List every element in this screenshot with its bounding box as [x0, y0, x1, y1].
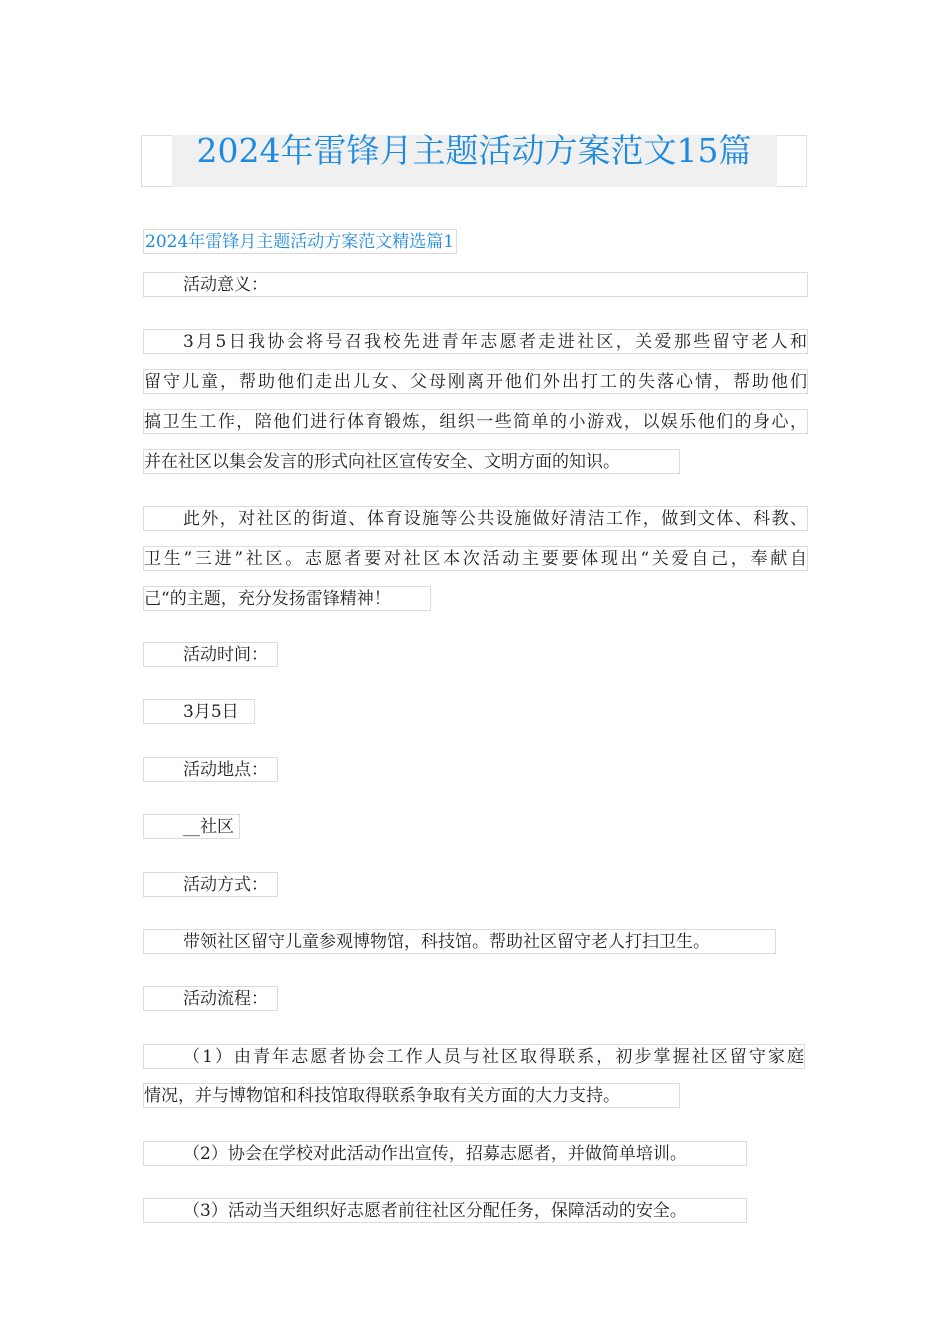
paragraph-line: 情况，并与博物馆和科技馆取得联系争取有关方面的大力支持。 [143, 1083, 680, 1108]
paragraph-line: （2）协会在学校对此活动作出宣传，招募志愿者，并做简单培训。 [143, 1141, 747, 1166]
paragraph-line: 带领社区留守儿童参观博物馆，科技馆。帮助社区留守老人打扫卫生。 [143, 929, 776, 954]
paragraph-line: 己“的主题，充分发扬雷锋精神！ [143, 586, 431, 611]
paragraph-line: 3月5日 [143, 699, 255, 724]
paragraph-line: 活动地点： [143, 757, 278, 782]
paragraph-line: 卫生”三进”社区。志愿者要对社区本次活动主要要体现出“关爱自己，奉献自 [143, 546, 808, 571]
paragraph-line: 活动时间： [143, 642, 278, 667]
paragraph-line: 并在社区以集会发言的形式向社区宣传安全、文明方面的知识。 [143, 449, 680, 474]
paragraph-line: （1）由青年志愿者协会工作人员与社区取得联系，初步掌握社区留守家庭 [143, 1044, 805, 1069]
paragraph-line: 搞卫生工作，陪他们进行体育锻炼，组织一些简单的小游戏，以娱乐他们的身心， [143, 409, 808, 434]
paragraph-line: （3）活动当天组织好志愿者前往社区分配任务，保障活动的安全。 [143, 1198, 747, 1223]
paragraph-line: 活动意义： [143, 272, 808, 297]
paragraph-line: __社区 [143, 814, 240, 839]
document-title: 2024年雷锋月主题活动方案范文15篇 [196, 131, 752, 170]
paragraph-line: 活动流程： [143, 986, 278, 1011]
section-heading: 2024年雷锋月主题活动方案范文精选篇1 [143, 229, 457, 254]
paragraph-line: 3月5日我协会将号召我校先进青年志愿者走进社区，关爱那些留守老人和 [143, 329, 808, 354]
paragraph-line: 活动方式： [143, 872, 278, 897]
paragraph-line: 留守儿童，帮助他们走出儿女、父母刚离开他们外出打工的失落心情，帮助他们 [143, 369, 808, 394]
paragraph-line: 此外，对社区的街道、体育设施等公共设施做好清洁工作，做到文体、科教、 [143, 506, 808, 531]
